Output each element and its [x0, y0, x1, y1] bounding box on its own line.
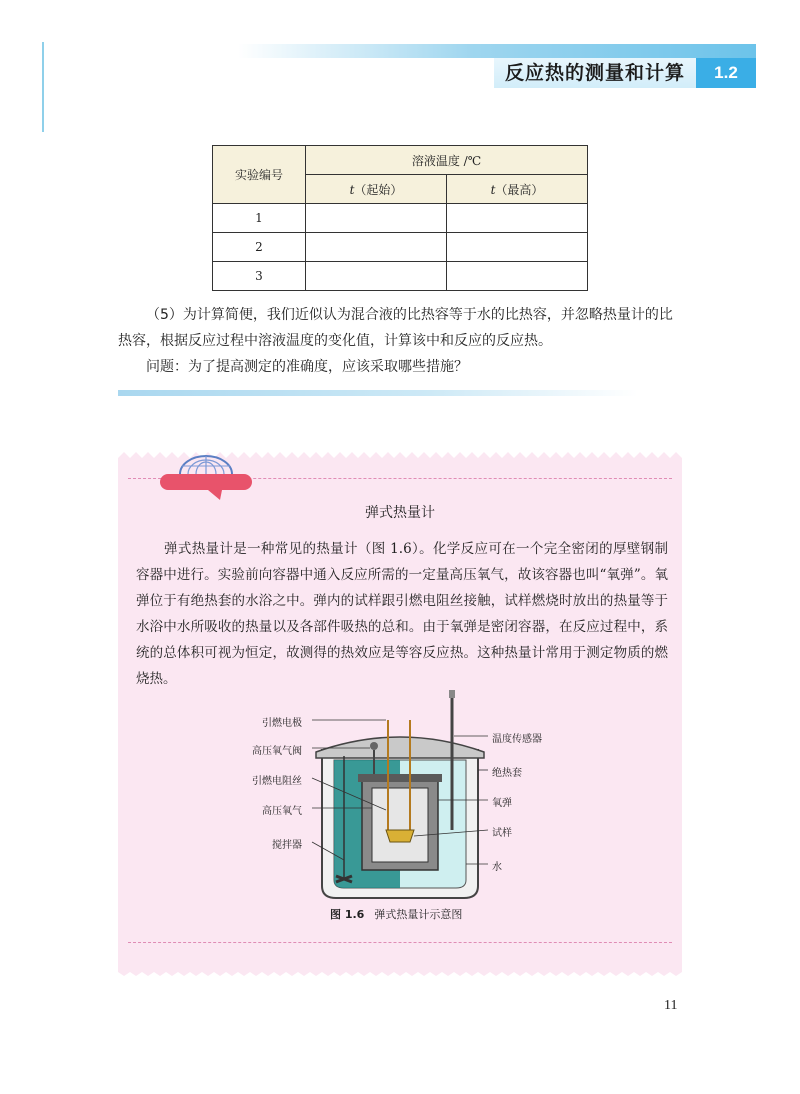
- cell-start: [306, 262, 447, 291]
- section-title: 反应热的测量和计算: [494, 58, 696, 88]
- table-row: [213, 262, 588, 291]
- label-stirrer: 搅拌器: [272, 840, 302, 851]
- page-number: 11: [664, 998, 678, 1013]
- label-temperature-sensor: 温度传感器: [492, 734, 542, 745]
- row-number: 3: [213, 262, 306, 291]
- section-number: 1.2: [696, 58, 756, 88]
- label-insulating-jacket: 绝热套: [492, 768, 522, 779]
- label-sample: 试样: [492, 828, 512, 839]
- globe-speech-tag-icon: [158, 454, 254, 500]
- cell-start: [306, 233, 447, 262]
- header-band: [238, 44, 756, 58]
- label-high-pressure-oxygen: 高压氧气: [262, 806, 302, 817]
- header-experiment-number: 实验编号: [213, 146, 306, 204]
- figure-caption: [330, 906, 462, 922]
- header-solution-temperature: 溶液温度 /℃: [306, 146, 588, 175]
- box-paragraph: 弹式热量计是一种常见的热量计（图 1.6）。化学反应可在一个完全密闭的厚壁钢制容器中进行。实验前向容器中通入反应所需的一定量高压氧气，故该容器也叫“氧弹”。氧弹位于有绝热套的水浴之中。弹内的试样跟引燃电阻丝接触，试样燃烧时放出的热量等于水浴中水所吸收的热量以及各部件吸热的总和。由于氧弹是密闭容器，在反应过程中，系统的总体积可视为恒定，故测得的热效应是等容反应热。这种热量计常用于测定物质的燃烧热。: [136, 541, 668, 687]
- label-ignition-electrode: 引燃电极: [262, 718, 302, 729]
- cell-max: [447, 262, 588, 291]
- dashed-line-bottom: [128, 942, 672, 943]
- label-oxygen-bomb: 氧弹: [492, 798, 512, 809]
- figure-number: 图 1.6: [330, 908, 365, 921]
- step-5-paragraph: （5）为计算简便，我们近似认为混合液的比热容等于水的比热容，并忽略热量计的比热容，根据反应过程中溶液温度的变化值，计算该中和反应的反应热。: [118, 307, 673, 349]
- pink-box-bottom-edge: [118, 968, 682, 976]
- label-ignition-wire: 引燃电阻丝: [252, 776, 302, 787]
- cell-start: [306, 204, 447, 233]
- row-number: 2: [213, 233, 306, 262]
- separator-band: [118, 390, 638, 396]
- temperature-table: [212, 145, 588, 291]
- header-t-start: t（起始）: [306, 175, 447, 204]
- left-margin-rule: [42, 42, 44, 132]
- table-row: [213, 233, 588, 262]
- figure-caption-text: 弹式热量计示意图: [374, 908, 463, 921]
- question-paragraph: 问题：为了提高测定的准确度，应该采取哪些措施？: [146, 359, 468, 375]
- box-title: 弹式热量计: [365, 505, 435, 521]
- row-number: 1: [213, 204, 306, 233]
- cell-max: [447, 233, 588, 262]
- table-row: [213, 204, 588, 233]
- header-t-max: t（最高）: [447, 175, 588, 204]
- label-water: 水: [492, 862, 502, 873]
- label-oxygen-valve: 高压氧气阀: [252, 746, 302, 757]
- cell-max: [447, 204, 588, 233]
